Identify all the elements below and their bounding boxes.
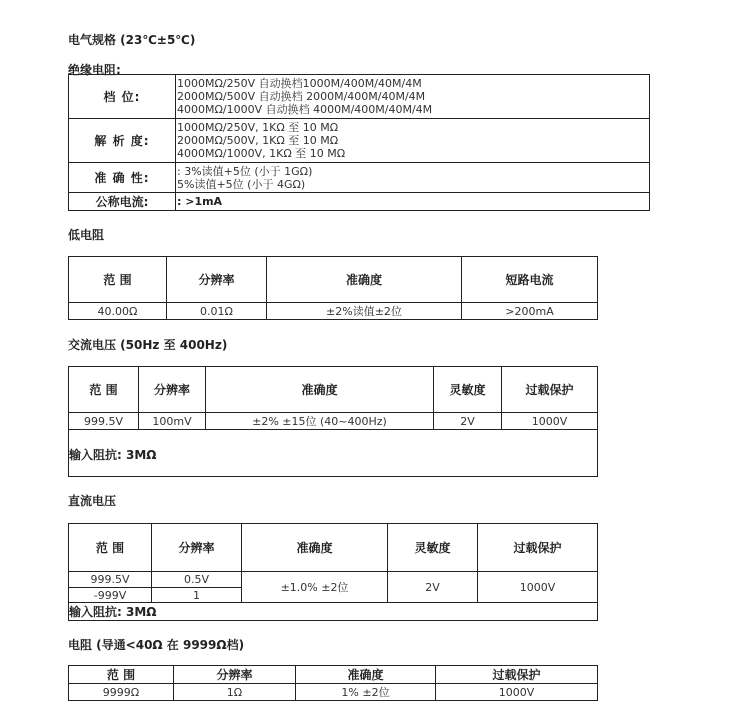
cell: 999.5V	[69, 572, 152, 588]
cell: 1% ±2位	[296, 684, 436, 701]
cell: 40.00Ω	[69, 303, 167, 320]
insulation-row-resolution	[69, 119, 650, 163]
accuracy-values	[176, 163, 650, 193]
resistance-table	[68, 665, 598, 701]
cell: >200mA	[462, 303, 598, 320]
accuracy-label: 准 确 性:	[69, 163, 176, 193]
insulation-heading: 绝缘电阻:	[68, 63, 121, 77]
cell: -999V	[69, 588, 152, 603]
resolution-values	[176, 119, 650, 163]
accuracy-line: 5%读值+5位 (小于 4GΩ)	[177, 177, 306, 191]
range-label: 档 位:	[69, 75, 176, 119]
low-resistance-heading: 低电阻	[68, 228, 105, 242]
insulation-table	[68, 74, 650, 211]
ac-voltage-table	[68, 366, 598, 477]
cell: 2V	[388, 572, 478, 603]
resolution-line: 4000MΩ/1000V, 1KΩ 至 10 MΩ	[177, 147, 346, 160]
input-impedance-note: 输入阻抗: 3MΩ	[69, 430, 598, 477]
cell: 1000V	[502, 413, 598, 430]
resolution-line: 2000MΩ/500V, 1KΩ 至 10 MΩ	[177, 134, 339, 147]
cell: 1000V	[436, 684, 598, 701]
resistance-heading: 电阻 (导通<40Ω 在 9999Ω档)	[68, 638, 245, 652]
col-header: 过载保护	[436, 666, 598, 684]
current-value: : >1mA	[176, 193, 650, 211]
col-header: 分辨率	[139, 367, 206, 413]
cell: 100mV	[139, 413, 206, 430]
insulation-row-range	[69, 75, 650, 119]
table-row	[69, 413, 598, 430]
col-header: 灵敏度	[388, 524, 478, 572]
cell: ±2% ±15位 (40~400Hz)	[206, 413, 434, 430]
resolution-label: 解 析 度:	[69, 119, 176, 163]
range-line: 4000MΩ/1000V 自动换档 4000M/400M/40M/4M	[177, 103, 433, 116]
dc-voltage-table	[68, 523, 598, 621]
dc-voltage-heading: 直流电压	[68, 494, 117, 508]
cell: 0.01Ω	[167, 303, 267, 320]
range-line: 1000MΩ/250V 自动换档1000M/400M/40M/4M	[177, 77, 422, 90]
low-resistance-table	[68, 256, 598, 320]
col-header: 范 围	[69, 367, 139, 413]
cell: ±2%读值±2位	[267, 303, 462, 320]
col-header: 范 围	[69, 257, 167, 303]
cell: 9999Ω	[69, 684, 174, 701]
cell: 1000V	[478, 572, 598, 603]
accuracy-line: : 3%读值+5位 (小于 1GΩ)	[177, 164, 313, 178]
insulation-row-accuracy	[69, 163, 650, 193]
cell: ±1.0% ±2位	[242, 572, 388, 603]
cell: 1	[152, 588, 242, 603]
col-header: 分辨率	[152, 524, 242, 572]
col-header: 分辨率	[167, 257, 267, 303]
resolution-line: 1000MΩ/250V, 1KΩ 至 10 MΩ	[177, 121, 339, 134]
cell: 1Ω	[174, 684, 296, 701]
insulation-row-current	[69, 193, 650, 211]
col-header: 过载保护	[502, 367, 598, 413]
col-header: 分辨率	[174, 666, 296, 684]
col-header: 范 围	[69, 524, 152, 572]
cell: 999.5V	[69, 413, 139, 430]
col-header: 灵敏度	[434, 367, 502, 413]
table-row	[69, 684, 598, 701]
col-header: 范 围	[69, 666, 174, 684]
table-row	[69, 572, 598, 588]
col-header: 短路电流	[462, 257, 598, 303]
col-header: 过载保护	[478, 524, 598, 572]
cell: 0.5V	[152, 572, 242, 588]
input-impedance-note: 输入阻抗: 3MΩ	[69, 603, 598, 621]
col-header: 准确度	[242, 524, 388, 572]
current-label: 公称电流:	[69, 193, 176, 211]
table-row	[69, 303, 598, 320]
ac-voltage-heading: 交流电压 (50Hz 至 400Hz)	[68, 338, 228, 352]
cell: 2V	[434, 413, 502, 430]
col-header: 准确度	[267, 257, 462, 303]
range-line: 2000MΩ/500V 自动换档 2000M/400M/40M/4M	[177, 90, 426, 103]
range-values	[176, 75, 650, 119]
col-header: 准确度	[296, 666, 436, 684]
page-title: 电气规格 (23℃±5℃)	[68, 33, 196, 47]
col-header: 准确度	[206, 367, 434, 413]
